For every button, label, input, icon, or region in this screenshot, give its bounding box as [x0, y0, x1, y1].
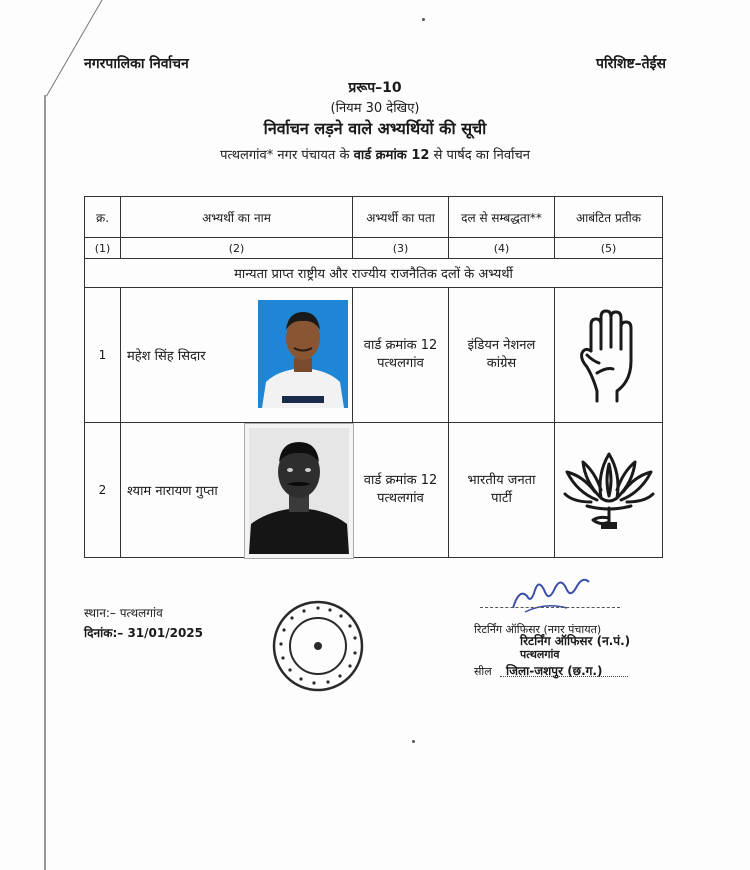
table-row	[85, 423, 663, 558]
column-number-row	[85, 238, 663, 259]
serial-number: 2	[85, 423, 121, 558]
party-affiliation	[449, 423, 555, 558]
signature-line	[480, 607, 620, 608]
column-number: (1)	[85, 238, 121, 259]
paper-speck	[422, 18, 425, 21]
column-header: अभ्यर्थी का नाम	[121, 197, 353, 238]
place-label: स्थान:– पत्थलगांव	[84, 606, 163, 620]
officer-stamp-place: पत्थलगांव	[520, 648, 560, 661]
group-heading-row	[85, 259, 663, 288]
table-row	[85, 288, 663, 423]
party-line: कांग्रेस	[486, 356, 517, 371]
column-header: दल से सम्बद्धता**	[449, 197, 555, 238]
rule-reference: (नियम 30 देखिए)	[330, 101, 420, 116]
serial-number: 1	[85, 288, 121, 423]
column-header: अभ्यर्थी का पता	[353, 197, 449, 238]
candidate-photo	[258, 300, 348, 408]
column-header: आबंटित प्रतीक	[555, 197, 663, 238]
subtitle-place: पत्थलगांव*	[220, 148, 274, 163]
candidate-address	[353, 288, 449, 423]
party-line: भारतीय जनता	[467, 473, 536, 488]
party-line: इंडियन नेशनल	[467, 338, 536, 353]
lotus-symbol-icon	[561, 446, 657, 534]
seal-value: जिला-जशपुर (छ.ग.)	[506, 664, 603, 678]
hand-symbol-icon	[577, 307, 641, 403]
column-number: (4)	[449, 238, 555, 259]
address-line: वार्ड क्रमांक 12	[363, 473, 438, 488]
allotted-symbol-cell	[555, 423, 663, 558]
paper-speck	[412, 740, 415, 743]
candidate-address	[353, 423, 449, 558]
party-line: पार्टी	[491, 491, 512, 506]
candidate-name: महेश सिंह सिदार	[127, 349, 206, 364]
candidates-table	[84, 196, 663, 558]
candidate-name-cell	[121, 288, 353, 423]
candidate-name-cell	[121, 423, 353, 558]
party-affiliation	[449, 288, 555, 423]
officer-stamp-title: रिटर्निंग ऑफिसर (न.पं.)	[520, 634, 631, 648]
seal-label: सील	[474, 665, 492, 678]
column-number: (5)	[555, 238, 663, 259]
form-number: प्ररूप–10	[348, 80, 402, 96]
table-header-row	[85, 197, 663, 238]
election-type-heading: नगरपालिका निर्वाचन	[84, 56, 189, 72]
allotted-symbol-cell	[555, 288, 663, 423]
document-title: निर्वाचन लड़ने वाले अभ्यर्थियों की सूची	[263, 119, 487, 138]
candidate-name: श्याम नारायण गुप्ता	[127, 484, 218, 499]
column-header: क्र.	[85, 197, 121, 238]
returning-officer-label: रिटर्निंग ऑफिसर (नगर पंचायत)	[474, 623, 602, 636]
subtitle-mid: नगर पंचायत के	[277, 148, 350, 163]
appendix-label: परिशिष्ट–तेईस	[596, 56, 666, 72]
subtitle-end: से पार्षद का निर्वाचन	[433, 148, 530, 163]
signature	[505, 568, 595, 620]
document-subtitle	[0, 145, 750, 163]
column-number: (2)	[121, 238, 353, 259]
page-edge-line	[44, 95, 46, 870]
address-line: पत्थलगांव	[377, 491, 424, 506]
official-seal	[270, 598, 366, 698]
address-line: वार्ड क्रमांक 12	[363, 338, 438, 353]
date-label: दिनांक:– 31/01/2025	[84, 626, 204, 640]
subtitle-ward: वार्ड क्रमांक 12	[353, 148, 430, 163]
address-line: पत्थलगांव	[377, 356, 424, 371]
candidate-photo	[244, 423, 354, 559]
column-number: (3)	[353, 238, 449, 259]
group-heading: मान्यता प्राप्त राष्ट्रीय और राज्यीय राजनैतिक दलों के अभ्यर्थी	[85, 259, 663, 288]
